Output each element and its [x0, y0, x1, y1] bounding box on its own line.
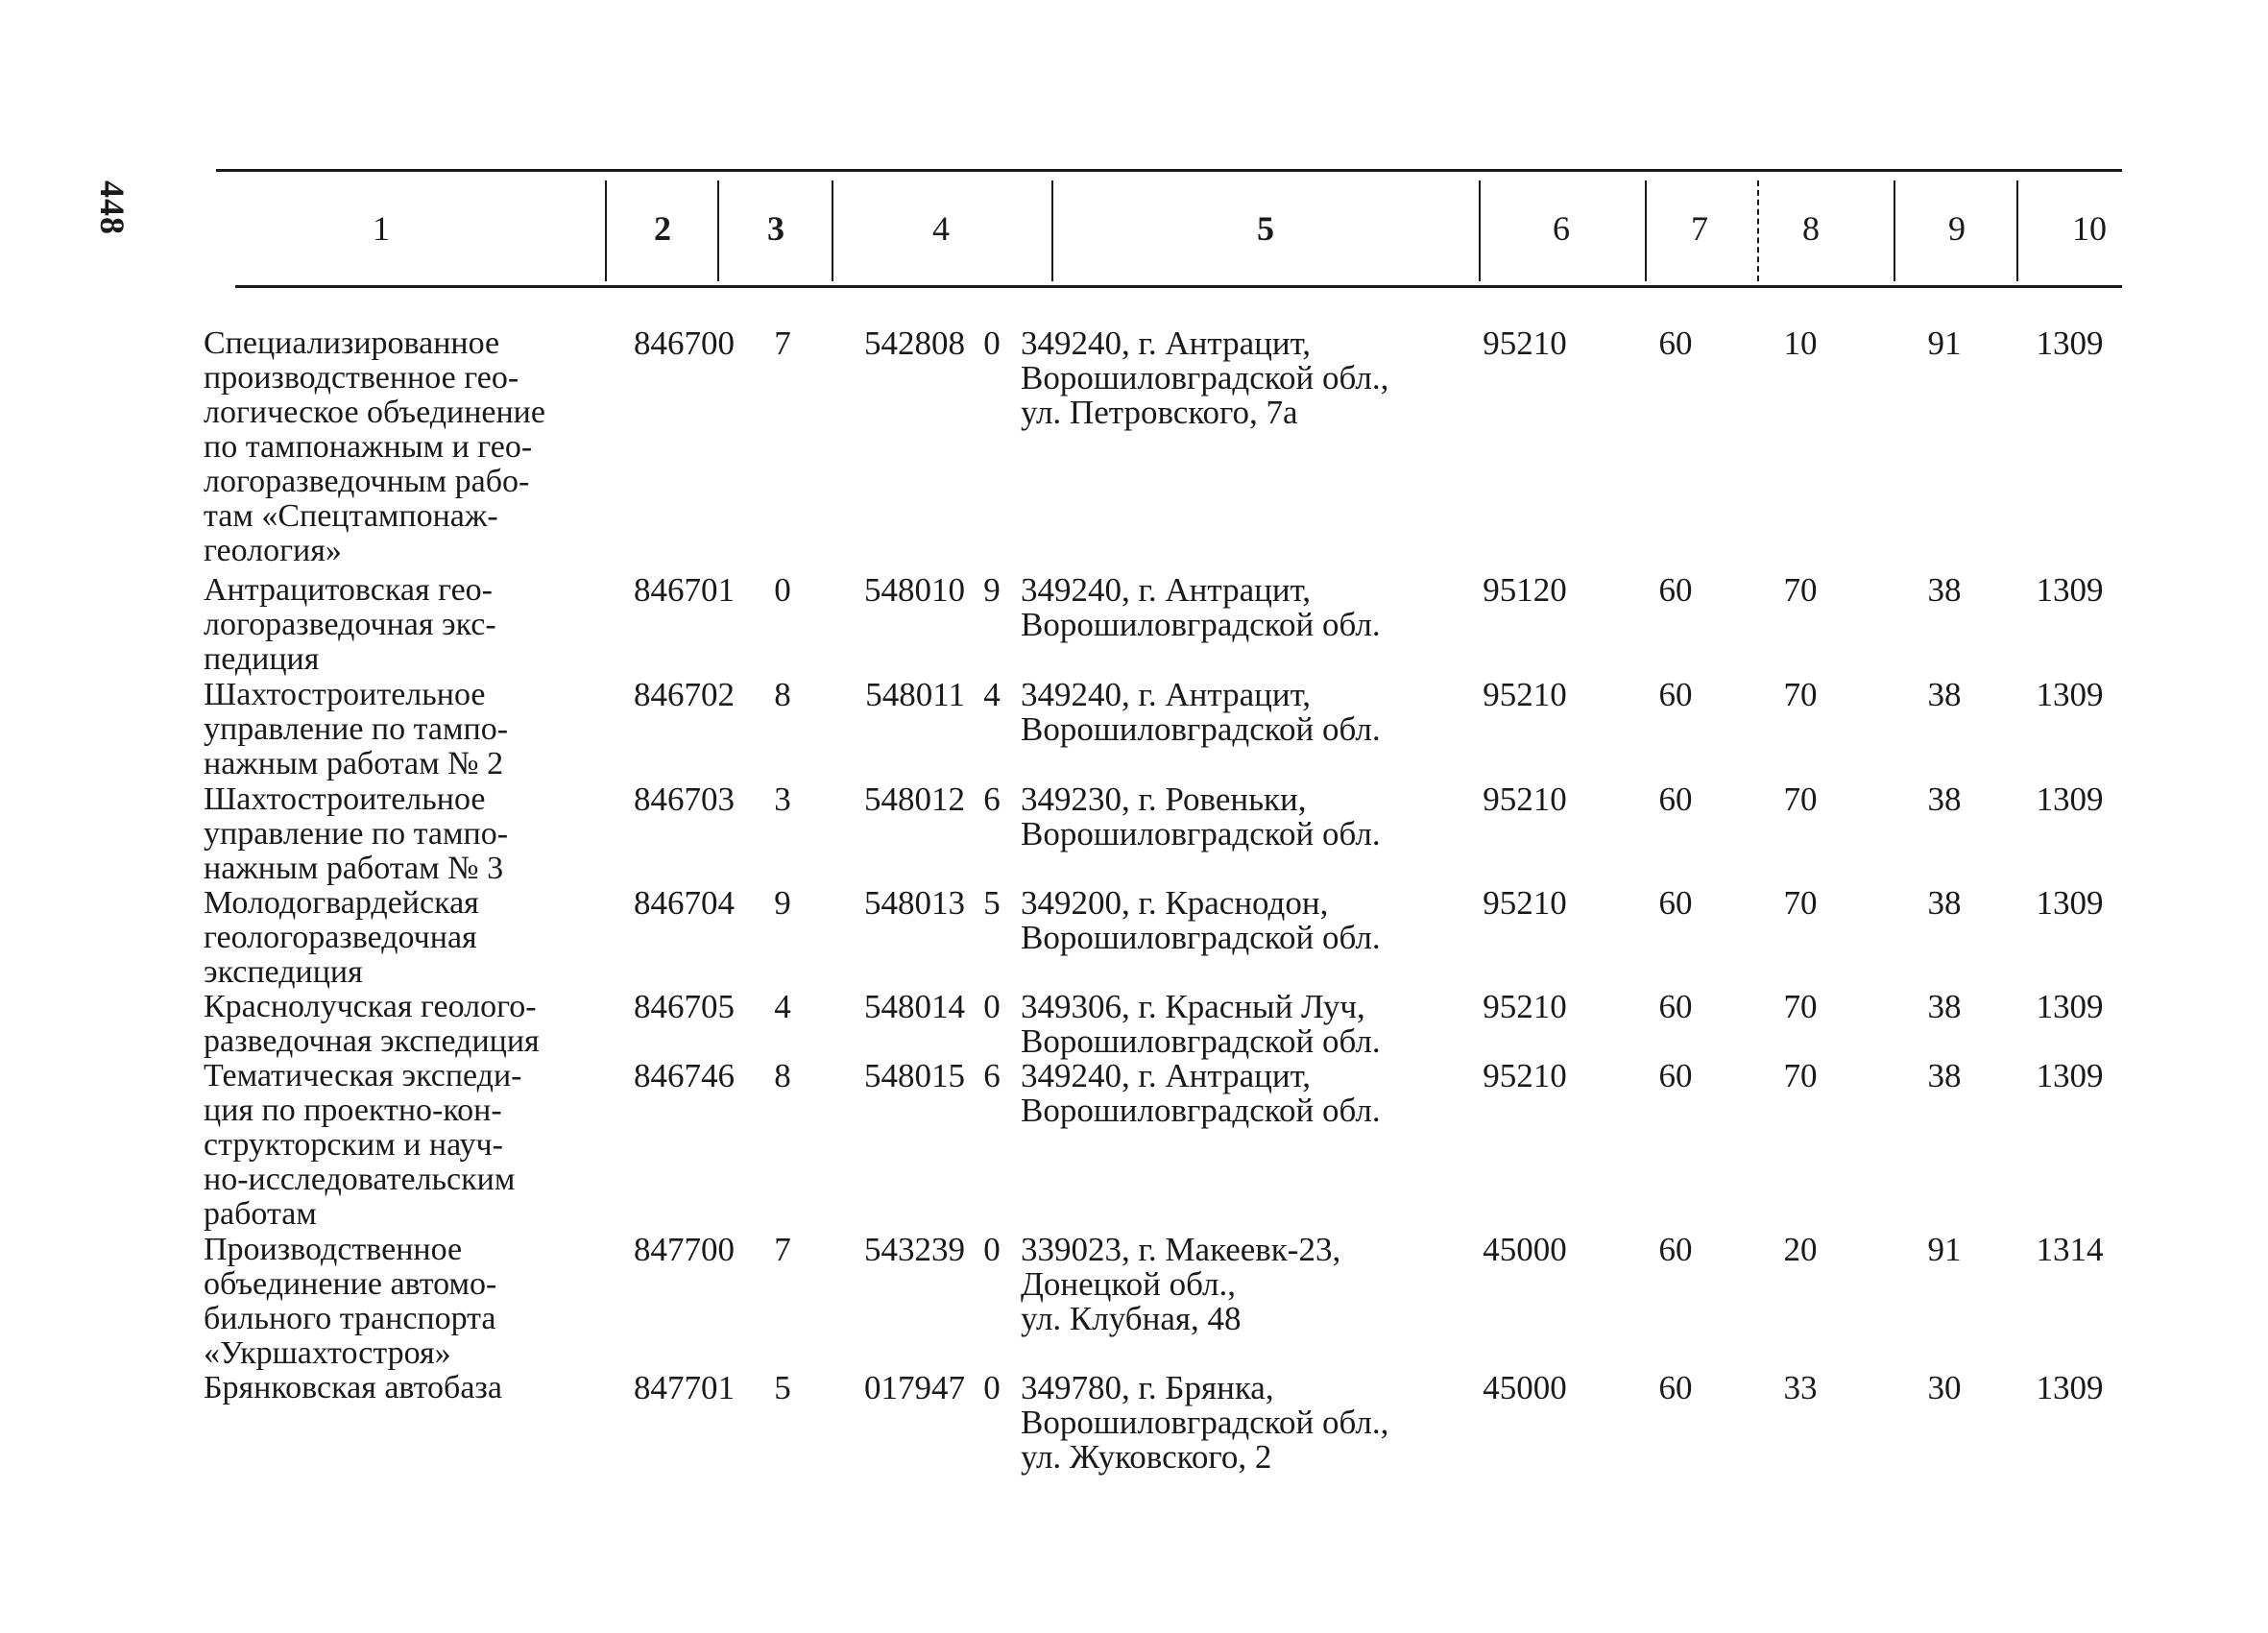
organization-name-line: логическое объединение	[204, 395, 545, 430]
organization-name	[204, 1233, 607, 1371]
postal-address-line: Ворошиловградской обл.	[1021, 606, 1381, 643]
organization-name-line: Антрацитовская гео-	[204, 572, 494, 608]
postal-address-line: Ворошиловградской обл.	[1021, 919, 1381, 956]
postal-address	[1021, 990, 1472, 1059]
organization-name-line: педиция	[204, 641, 320, 677]
check-digit-column-3: 8	[774, 676, 791, 713]
column-separator	[1757, 180, 1759, 281]
postal-address-line: 349240, г. Антрацит,	[1021, 676, 1312, 713]
organization-name-line: работам	[204, 1196, 317, 1232]
check-digit-column-4: 9	[983, 571, 1001, 609]
postal-address	[1021, 782, 1472, 852]
organization-name-line: там «Спецтампонаж-	[204, 498, 498, 534]
code-column-6: 95210	[1483, 884, 1567, 922]
code-column-6: 95210	[1483, 780, 1567, 818]
code-column-9: 38	[1927, 780, 1962, 818]
code-column-10: 1309	[2036, 1369, 2104, 1406]
postal-address	[1021, 678, 1472, 747]
organization-name	[204, 1059, 607, 1232]
code-column-8: 70	[1783, 676, 1818, 713]
code-column-4: 017947	[864, 1369, 965, 1406]
column-header-2: 2	[654, 209, 671, 248]
postal-address	[1021, 1059, 1472, 1128]
column-header-8: 8	[1802, 209, 1820, 248]
check-digit-column-3: 8	[774, 1057, 791, 1094]
code-column-8: 70	[1783, 780, 1818, 818]
organization-name-line: Тематическая экспеди-	[204, 1058, 522, 1093]
postal-address-line: Ворошиловградской обл.	[1021, 710, 1381, 748]
column-header-1: 1	[373, 209, 390, 248]
code-column-7: 60	[1658, 1057, 1693, 1094]
code-column-6: 95210	[1483, 324, 1567, 362]
check-digit-column-4: 0	[983, 324, 1001, 362]
postal-address-line: 349240, г. Антрацит,	[1021, 324, 1312, 362]
code-column-2: 847700	[634, 1231, 735, 1268]
column-separator	[1051, 180, 1053, 281]
organization-name-line: Производственное	[204, 1232, 463, 1267]
code-column-8: 70	[1783, 884, 1818, 922]
check-digit-column-4: 0	[983, 1231, 1001, 1268]
organization-name	[204, 326, 607, 568]
page-number: 448	[93, 180, 132, 235]
check-digit-column-4: 0	[983, 1369, 1001, 1406]
postal-address-line: ул. Петровского, 7а	[1021, 394, 1298, 431]
code-column-10: 1314	[2036, 1231, 2104, 1268]
code-column-9: 38	[1927, 988, 1962, 1025]
code-column-10: 1309	[2036, 676, 2104, 713]
organization-name-line: геология»	[204, 533, 342, 568]
organization-name-line: управление по тампо-	[204, 816, 509, 852]
postal-address-line: 349240, г. Антрацит,	[1021, 571, 1312, 609]
organization-name-line: Брянковская автобаза	[204, 1370, 502, 1405]
organization-name	[204, 886, 607, 990]
organization-name-line: геологоразведочная	[204, 920, 477, 955]
organization-name-line: «Укршахтостроя»	[204, 1335, 451, 1371]
postal-address-line: 349240, г. Антрацит,	[1021, 1057, 1312, 1094]
code-column-8: 10	[1783, 324, 1818, 362]
column-separator	[717, 180, 719, 281]
code-column-6: 95210	[1483, 676, 1567, 713]
column-header-3: 3	[767, 209, 784, 248]
organization-name	[204, 678, 607, 781]
code-column-7: 60	[1658, 676, 1693, 713]
code-column-2: 846705	[634, 988, 735, 1025]
code-column-7: 60	[1658, 1369, 1693, 1406]
postal-address-line: ул. Жуковского, 2	[1021, 1438, 1272, 1476]
code-column-8: 20	[1783, 1231, 1818, 1268]
postal-address-line: Ворошиловградской обл.	[1021, 1022, 1381, 1060]
code-column-10: 1309	[2036, 884, 2104, 922]
column-header-6: 6	[1553, 209, 1570, 248]
organization-name-line: Молодогвардейская	[204, 885, 479, 921]
check-digit-column-4: 0	[983, 988, 1001, 1025]
organization-name-line: разведочная экспедиция	[204, 1023, 540, 1059]
postal-address-line: 349306, г. Красный Луч,	[1021, 988, 1365, 1025]
code-column-6: 45000	[1483, 1369, 1567, 1406]
organization-name-line: нажным работам № 2	[204, 746, 504, 781]
organization-name-line: экспедиция	[204, 954, 363, 990]
code-column-2: 846701	[634, 571, 735, 609]
code-column-2: 846703	[634, 780, 735, 818]
organization-name-line: Шахтостроительное	[204, 781, 486, 817]
column-separator	[1645, 180, 1647, 281]
code-column-6: 95210	[1483, 1057, 1567, 1094]
check-digit-column-3: 3	[774, 780, 791, 818]
postal-address-line: 349200, г. Краснодон,	[1021, 884, 1329, 922]
code-column-10: 1309	[2036, 988, 2104, 1025]
code-column-9: 30	[1927, 1369, 1962, 1406]
code-column-2: 846746	[634, 1057, 735, 1094]
code-column-7: 60	[1658, 988, 1693, 1025]
code-column-9: 91	[1927, 324, 1962, 362]
column-header-7: 7	[1691, 209, 1708, 248]
organization-name	[204, 782, 607, 886]
organization-name-line: нажным работам № 3	[204, 851, 504, 886]
column-header-9: 9	[1948, 209, 1966, 248]
code-column-2: 846700	[634, 324, 735, 362]
organization-name-line: бильного транспорта	[204, 1301, 496, 1336]
column-header-5: 5	[1257, 209, 1274, 248]
code-column-4: 543239	[864, 1231, 965, 1268]
postal-address-line: Донецкой обл.,	[1021, 1265, 1236, 1303]
column-separator	[605, 180, 607, 281]
code-column-10: 1309	[2036, 1057, 2104, 1094]
postal-address	[1021, 326, 1472, 430]
organization-name-line: логоразведочным рабо-	[204, 464, 530, 499]
code-column-6: 95210	[1483, 988, 1567, 1025]
column-separator	[832, 180, 833, 281]
postal-address	[1021, 573, 1472, 642]
postal-address	[1021, 1371, 1472, 1475]
organization-name-line: ция по проектно-кон-	[204, 1093, 502, 1128]
check-digit-column-4: 6	[983, 1057, 1001, 1094]
organization-name	[204, 990, 607, 1059]
code-column-9: 38	[1927, 676, 1962, 713]
code-column-9: 38	[1927, 884, 1962, 922]
code-column-4: 542808	[864, 324, 965, 362]
postal-address	[1021, 886, 1472, 955]
postal-address-line: Ворошиловградской обл.,	[1021, 1404, 1389, 1441]
table-top-rule	[216, 169, 2122, 172]
column-separator	[2016, 180, 2018, 281]
code-column-10: 1309	[2036, 324, 2104, 362]
organization-name-line: логоразведочная экс-	[204, 607, 496, 642]
code-column-6: 95120	[1483, 571, 1567, 609]
check-digit-column-3: 4	[774, 988, 791, 1025]
postal-address	[1021, 1233, 1472, 1336]
check-digit-column-3: 7	[774, 324, 791, 362]
code-column-9: 38	[1927, 571, 1962, 609]
check-digit-column-3: 0	[774, 571, 791, 609]
check-digit-column-3: 5	[774, 1369, 791, 1406]
organization-name-line: по тампонажным и гео-	[204, 429, 533, 465]
code-column-7: 60	[1658, 1231, 1693, 1268]
code-column-8: 70	[1783, 571, 1818, 609]
postal-address-line: 339023, г. Макеевк-23,	[1021, 1231, 1341, 1268]
column-separator	[1479, 180, 1481, 281]
postal-address-line: Ворошиловградской обл.	[1021, 815, 1381, 853]
organization-name-line: объединение автомо-	[204, 1266, 497, 1302]
code-column-6: 45000	[1483, 1231, 1567, 1268]
postal-address-line: 349230, г. Ровеньки,	[1021, 780, 1307, 818]
code-column-4: 548013	[864, 884, 965, 922]
code-column-9: 91	[1927, 1231, 1962, 1268]
organization-name	[204, 573, 607, 677]
code-column-7: 60	[1658, 780, 1693, 818]
organization-name-line: но-исследовательским	[204, 1162, 516, 1197]
code-column-2: 846702	[634, 676, 735, 713]
organization-name-line: управление по тампо-	[204, 711, 509, 747]
column-separator	[1894, 180, 1895, 281]
check-digit-column-3: 9	[774, 884, 791, 922]
postal-address-line: 349780, г. Брянка,	[1021, 1369, 1274, 1406]
organization-name-line: структорским и науч-	[204, 1127, 503, 1163]
column-header-4: 4	[932, 209, 950, 248]
check-digit-column-4: 5	[983, 884, 1001, 922]
code-column-2: 847701	[634, 1369, 735, 1406]
code-column-7: 60	[1658, 324, 1693, 362]
code-column-10: 1309	[2036, 780, 2104, 818]
postal-address-line: Ворошиловградской обл.,	[1021, 359, 1389, 396]
code-column-4: 548011	[865, 676, 965, 713]
code-column-8: 70	[1783, 1057, 1818, 1094]
code-column-10: 1309	[2036, 571, 2104, 609]
code-column-7: 60	[1658, 884, 1693, 922]
table-header-rule	[235, 285, 2122, 288]
organization-name-line: Специализированное	[204, 325, 500, 361]
code-column-4: 548010	[864, 571, 965, 609]
code-column-7: 60	[1658, 571, 1693, 609]
code-column-8: 70	[1783, 988, 1818, 1025]
check-digit-column-4: 6	[983, 780, 1001, 818]
check-digit-column-3: 7	[774, 1231, 791, 1268]
organization-name-line: Шахтостроительное	[204, 677, 486, 712]
code-column-2: 846704	[634, 884, 735, 922]
postal-address-line: ул. Клубная, 48	[1021, 1300, 1242, 1337]
code-column-9: 38	[1927, 1057, 1962, 1094]
column-header-10: 10	[2072, 209, 2107, 248]
organization-name-line: Краснолучская геолого-	[204, 989, 537, 1024]
code-column-4: 548015	[864, 1057, 965, 1094]
organization-name	[204, 1371, 607, 1405]
organization-name-line: производственное гео-	[204, 360, 519, 396]
check-digit-column-4: 4	[983, 676, 1001, 713]
code-column-8: 33	[1783, 1369, 1818, 1406]
code-column-4: 548014	[864, 988, 965, 1025]
code-column-4: 548012	[864, 780, 965, 818]
postal-address-line: Ворошиловградской обл.	[1021, 1092, 1381, 1129]
